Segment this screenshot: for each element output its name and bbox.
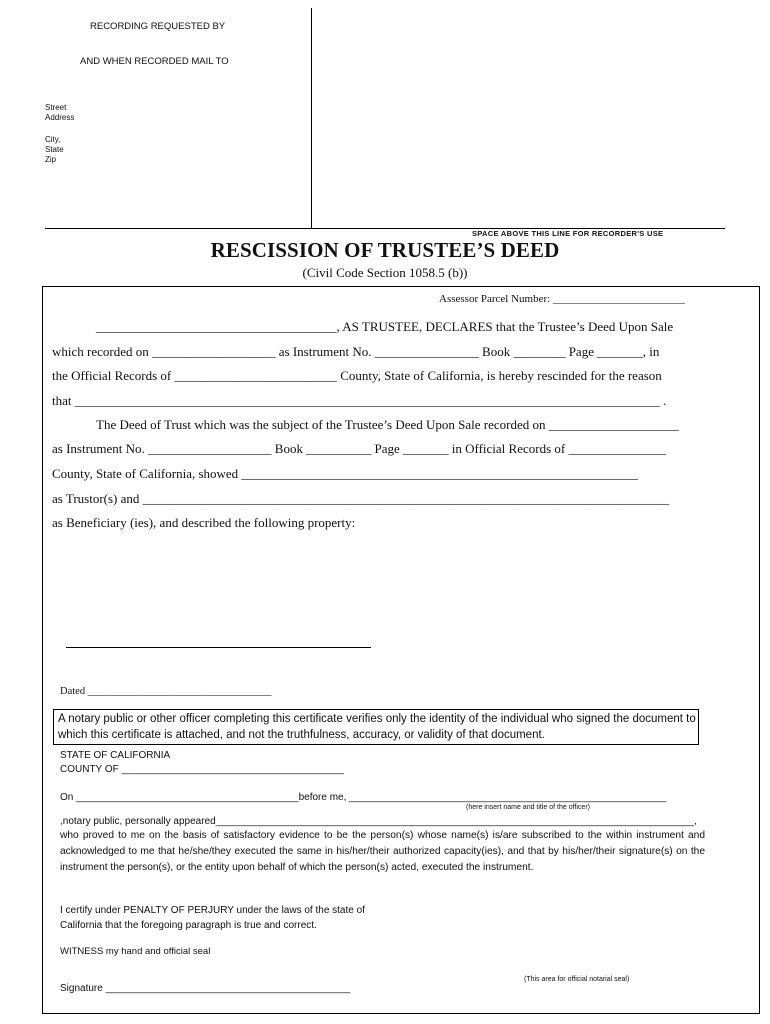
state-label: State <box>45 145 64 154</box>
trustee-declaration-line[interactable]: _____________________________________, AS TRUSTEE, DECLARES that the Trustee’s Deed Upon Sale <box>96 319 674 334</box>
document-subtitle: (Civil Code Section 1058.5 (b)) <box>302 265 468 280</box>
recorded-on-line[interactable]: which recorded on ___________________ as Instrument No. ________________ Book ________ Page _______, in <box>52 344 660 359</box>
header-divider <box>311 8 312 228</box>
official-records-line[interactable]: the Official Records of _________________________ County, State of California, is hereby rescinded for the reason <box>52 368 662 383</box>
city-label: City, <box>45 135 61 144</box>
trustee-signature-line[interactable] <box>66 647 371 648</box>
witness-line: WITNESS my hand and official seal <box>60 946 211 957</box>
recorder-line <box>45 228 725 229</box>
signature-line[interactable]: Signature ____________________________________________ <box>60 983 351 994</box>
notarial-seal-area: (This area for official notarial seal) <box>524 976 630 983</box>
deed-of-trust-line[interactable]: The Deed of Trust which was the subject of the Trustee’s Deed Upon Sale recorded on ____________________ <box>96 417 679 432</box>
reason-line[interactable]: that __________________________________________________________________________________________ . <box>52 393 667 408</box>
assessor-parcel-number[interactable]: Assessor Parcel Number: ________________________ <box>439 293 685 305</box>
street-label: Street <box>45 103 67 112</box>
document-title: RESCISSION OF TRUSTEE’S DEED <box>210 238 560 262</box>
beneficiary-line: as Beneficiary (ies), and described the following property: <box>52 515 356 530</box>
personally-appeared-line[interactable]: ,notary public, personally appeared______________________________________________________________________________________, <box>60 816 697 827</box>
notary-disclaimer-box: A notary public or other officer completing this certificate verifies only the identity of the individual who signed the document to which this certificate is attached, and not the truthfulness, accuracy, or validity of that document. <box>53 709 699 745</box>
satisfactory-evidence-paragraph: who proved to me on the basis of satisfactory evidence to be the person(s) whose name(s) is/are subscribed to the within instrument and acknowledged to me that he/she/they executed the same in his/her/their authorized capacity(ies), and that by his/her/their signature(s) on the instrument the person(s), or the entity upon behalf of which the person(s) acted, executed the instrument. <box>60 830 705 873</box>
mail-to-label: AND WHEN RECORDED MAIL TO <box>80 56 229 67</box>
perjury-line-2: California that the foregoing paragraph is true and correct. <box>60 920 317 931</box>
address-label: Address <box>45 113 75 122</box>
state-of-california: STATE OF CALIFORNIA <box>60 750 171 761</box>
on-before-me-line[interactable]: On ________________________________________before me, _________________________________________________________ <box>60 792 667 803</box>
county-of-line[interactable]: COUNTY OF ________________________________________ <box>60 764 344 775</box>
dated-line[interactable]: Dated ___________________________________ <box>60 686 272 697</box>
perjury-line-1: I certify under PENALTY OF PERJURY under the laws of the state of <box>60 905 365 916</box>
zip-label: Zip <box>45 155 57 164</box>
recorders-use-label: SPACE ABOVE THIS LINE FOR RECORDER'S USE <box>472 229 664 238</box>
trustor-line[interactable]: as Trustor(s) and _________________________________________________________________________________ <box>52 491 670 506</box>
instrument-line[interactable]: as Instrument No. ___________________ Book __________ Page _______ in Official Records of _______________ <box>52 441 666 456</box>
officer-name-hint: (here insert name and title of the officer) <box>466 804 590 811</box>
recording-requested-label: RECORDING REQUESTED BY <box>90 21 226 32</box>
county-showed-line[interactable]: County, State of California, showed _____________________________________________________________ <box>52 466 638 481</box>
